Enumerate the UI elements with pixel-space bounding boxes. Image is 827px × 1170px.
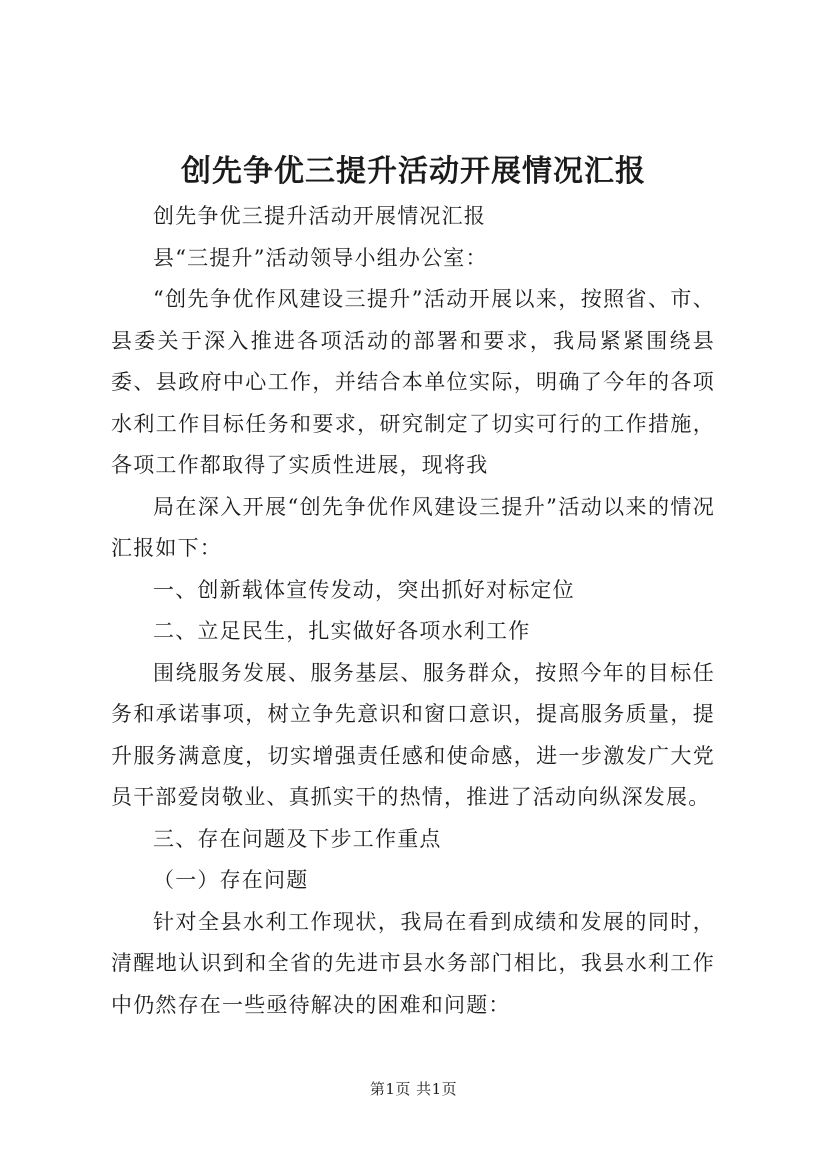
- document-title: 创先争优三提升活动开展情况汇报: [181, 154, 646, 189]
- paragraph-section-2-body: 围绕服务发展、服务基层、服务群众，按照今年的目标任务和承诺事项，树立争先意识和窗口意识，提高服务质量，提升服务满意度，切实增强责任感和使命感，进一步激发广大党员干部爱岗敬业、真抓实干的热情，推进了活动向纵深发展。: [111, 660, 715, 809]
- section-heading-3: 三、存在问题及下步工作重点: [153, 826, 442, 851]
- page-footer: 第1页 共1页: [369, 1080, 458, 1098]
- paragraph-intro-continued: 局在深入开展“创先争优作风建设三提升”活动以来的情况汇报如下：: [111, 494, 715, 560]
- paragraph-addressee: 县“三提升”活动领导小组办公室：: [153, 245, 488, 270]
- section-heading-1: 一、创新载体宣传发动，突出抓好对标定位: [153, 577, 575, 602]
- section-heading-2: 二、立足民生，扎实做好各项水利工作: [153, 619, 531, 643]
- paragraph-intro: “创先争优作风建设三提升”活动开展以来，按照省、市、县委关于深入推进各项活动的部署和要求，我局紧紧围绕县委、县政府中心工作，并结合本单位实际，明确了今年的各项水利工作目标任务和要求，研究制定了切实可行的工作措施，各项工作都取得了实质性进展，现将我: [111, 287, 715, 477]
- paragraph-subsection-1-body: 针对全县水利工作现状，我局在看到成绩和发展的同时，清醒地认识到和全省的先进市县水务部门相比，我县水利工作中仍然存在一些亟待解决的困难和问题：: [111, 909, 715, 1017]
- subsection-heading-1: （一）存在问题: [153, 868, 309, 892]
- paragraph-subtitle: 创先争优三提升活动开展情况汇报: [153, 204, 486, 228]
- document-body: [111, 196, 715, 1026]
